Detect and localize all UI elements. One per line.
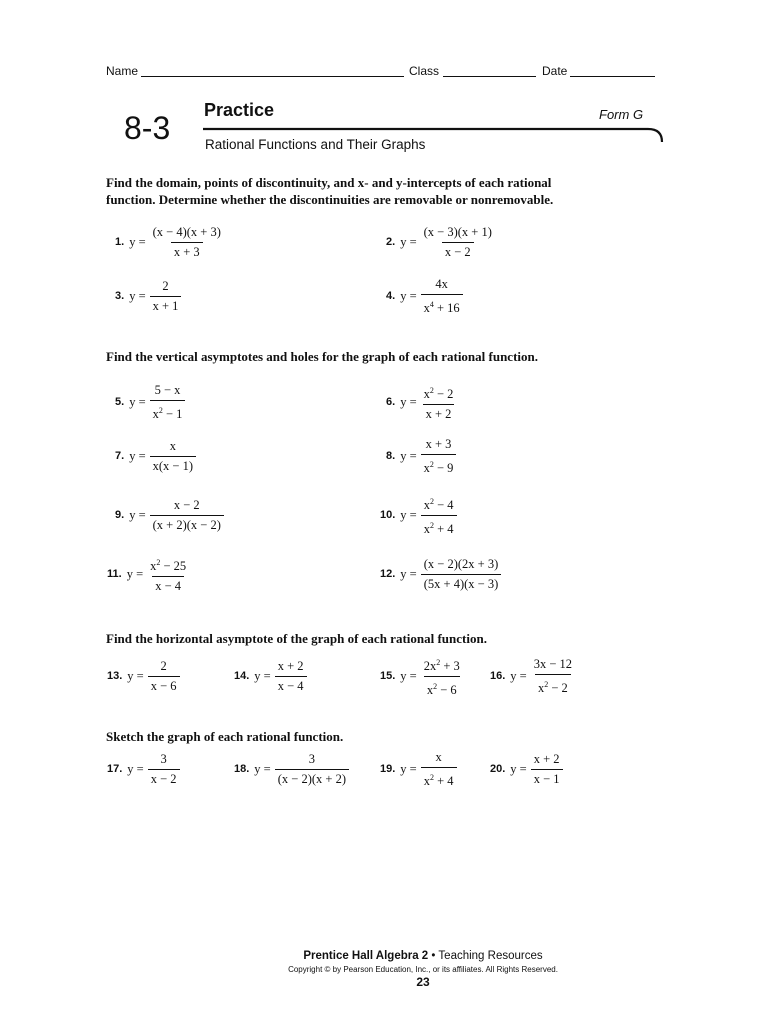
problem-4 xyxy=(386,276,463,316)
denominator-base: x xyxy=(423,300,430,315)
numerator xyxy=(147,555,189,576)
section-4-instructions xyxy=(106,728,343,745)
date-field[interactable] xyxy=(570,76,655,77)
problem-20 xyxy=(490,749,563,789)
problem-number: 16. xyxy=(490,670,506,682)
denominator-exponent: 2 xyxy=(544,679,549,689)
class-label: Class xyxy=(409,64,440,78)
denominator-base: x xyxy=(426,682,434,697)
equation-prefix: y = xyxy=(129,234,146,249)
denominator-rest: − 2 xyxy=(548,680,568,695)
equation-prefix: y = xyxy=(400,668,417,683)
denominator: (x − 2)(x + 2) xyxy=(275,769,349,787)
name-label: Name xyxy=(106,64,139,78)
name-field[interactable] xyxy=(141,76,404,77)
denominator xyxy=(421,515,457,537)
problem-2 xyxy=(386,222,495,262)
problem-17 xyxy=(107,749,180,789)
equation-prefix: y = xyxy=(400,394,417,409)
fraction xyxy=(421,494,457,537)
fraction xyxy=(275,659,307,694)
problem-13 xyxy=(107,656,180,696)
page-title: Practice xyxy=(204,100,275,120)
fraction xyxy=(421,437,457,476)
problem-number: 15. xyxy=(380,670,396,682)
problem-10 xyxy=(380,495,457,535)
fraction xyxy=(150,439,196,474)
fraction xyxy=(150,383,186,422)
denominator-rest: − 6 xyxy=(437,682,457,697)
denominator: x − 1 xyxy=(531,769,563,787)
equation-prefix: y = xyxy=(254,761,271,776)
page-subtitle: Rational Functions and Their Graphs xyxy=(205,137,426,152)
problem-number: 1. xyxy=(115,236,125,248)
numerator-rest: − 25 xyxy=(160,558,187,573)
equation-prefix: y = xyxy=(510,668,527,683)
numerator xyxy=(421,494,457,515)
numerator-base: x xyxy=(423,386,430,401)
problem-number: 20. xyxy=(490,763,506,775)
problem-5 xyxy=(115,382,185,422)
denominator-base: x xyxy=(537,680,545,695)
problem-number: 9. xyxy=(115,509,125,521)
numerator xyxy=(421,655,463,676)
numerator-exponent: 2 xyxy=(436,657,441,667)
equation-prefix: y = xyxy=(400,234,417,249)
numerator-base: x xyxy=(423,497,430,512)
problem-7 xyxy=(115,436,196,476)
problem-16 xyxy=(490,656,575,696)
denominator: (x + 2)(x − 2) xyxy=(150,515,224,533)
problem-number: 18. xyxy=(234,763,250,775)
equation-prefix: y = xyxy=(129,288,146,303)
denominator: x − 2 xyxy=(442,242,474,260)
problem-3 xyxy=(115,276,181,316)
denominator: (5x + 4)(x − 3) xyxy=(421,574,502,592)
lesson-number: 8-3 xyxy=(124,110,171,146)
problem-number: 11. xyxy=(107,568,122,580)
numerator-exponent: 2 xyxy=(156,557,161,567)
denominator-exponent: 2 xyxy=(433,681,438,691)
denominator-base: x xyxy=(423,773,430,788)
denominator: x + 1 xyxy=(150,296,182,314)
equation-prefix: y = xyxy=(129,507,146,522)
footer-bullet: • xyxy=(428,950,439,962)
numerator: 3 xyxy=(308,751,315,766)
numerator: x + 3 xyxy=(425,436,452,451)
denominator-base: x xyxy=(152,406,159,421)
problem-6 xyxy=(386,382,456,422)
problem-15 xyxy=(380,656,463,696)
denominator xyxy=(421,454,457,476)
problem-number: 6. xyxy=(386,396,396,408)
problem-18 xyxy=(234,749,349,789)
section-1-instructions xyxy=(106,174,553,208)
numerator: (x − 3)(x + 1) xyxy=(423,224,492,239)
fraction xyxy=(421,750,457,789)
numerator xyxy=(421,383,457,404)
denominator: x + 2 xyxy=(423,404,455,422)
fraction xyxy=(421,225,495,260)
numerator: 2 xyxy=(160,658,167,673)
equation-prefix: y = xyxy=(400,507,417,522)
denominator-rest: − 1 xyxy=(162,406,183,421)
denominator: x − 4 xyxy=(275,676,307,694)
numerator-rest: − 4 xyxy=(433,497,454,512)
numerator: (x − 2)(2x + 3) xyxy=(423,556,499,571)
problem-number: 17. xyxy=(107,763,123,775)
fraction xyxy=(531,657,575,696)
denominator: x(x − 1) xyxy=(150,456,196,474)
section-3-text: Find the horizontal asymptote of the graph of each rational function. xyxy=(106,631,487,646)
problem-number: 7. xyxy=(115,450,125,462)
fraction xyxy=(421,277,463,316)
denominator: x − 2 xyxy=(148,769,180,787)
numerator-base: x xyxy=(150,558,157,573)
numerator: x xyxy=(435,749,442,764)
fraction xyxy=(148,659,180,694)
denominator-exponent: 4 xyxy=(429,299,434,309)
numerator: x xyxy=(169,438,176,453)
problem-number: 5. xyxy=(115,396,125,408)
problem-number: 3. xyxy=(115,290,125,302)
section-1-line-2: function. Determine whether the discontinuities are removable or nonremovable. xyxy=(106,192,554,207)
numerator-exponent: 2 xyxy=(429,385,434,395)
denominator xyxy=(150,400,186,422)
problem-19 xyxy=(380,749,457,789)
denominator-exponent: 2 xyxy=(429,520,434,530)
equation-prefix: y = xyxy=(127,668,144,683)
denominator: x − 4 xyxy=(152,576,184,594)
equation-prefix: y = xyxy=(400,566,417,581)
section-4-text: Sketch the graph of each rational function. xyxy=(106,729,344,744)
denominator-rest: − 9 xyxy=(433,460,454,475)
footer-resource: Teaching Resources xyxy=(438,950,543,962)
problem-number: 8. xyxy=(386,450,396,462)
fraction xyxy=(531,752,563,787)
numerator: 3 xyxy=(160,751,167,766)
numerator-base: 2x xyxy=(423,658,437,673)
fraction xyxy=(150,498,224,533)
problem-number: 14. xyxy=(234,670,250,682)
denominator: x − 6 xyxy=(148,676,180,694)
form-label: Form G xyxy=(599,107,644,122)
denominator-exponent: 2 xyxy=(158,405,163,415)
problem-14 xyxy=(234,656,307,696)
problem-number: 10. xyxy=(380,509,396,521)
numerator-exponent: 2 xyxy=(429,496,434,506)
fraction xyxy=(150,225,224,260)
equation-prefix: y = xyxy=(127,761,144,776)
date-label: Date xyxy=(542,64,568,78)
numerator: x − 2 xyxy=(173,497,200,512)
denominator-base: x xyxy=(423,521,430,536)
equation-prefix: y = xyxy=(400,448,417,463)
equation-prefix: y = xyxy=(129,448,146,463)
footer-book-title: Prentice Hall Algebra 2 xyxy=(303,950,429,962)
denominator xyxy=(535,674,571,696)
equation-prefix: y = xyxy=(254,668,271,683)
denominator-exponent: 2 xyxy=(429,772,434,782)
fraction xyxy=(148,752,180,787)
denominator-exponent: 2 xyxy=(429,459,434,469)
problem-1 xyxy=(115,222,224,262)
problem-number: 12. xyxy=(380,568,396,580)
section-2-text: Find the vertical asymptotes and holes for the graph of each rational function. xyxy=(106,349,538,364)
fraction xyxy=(147,555,189,594)
equation-prefix: y = xyxy=(126,566,144,581)
fraction xyxy=(275,752,349,787)
fraction xyxy=(421,655,463,698)
numerator-rest: − 2 xyxy=(433,386,454,401)
denominator-rest: + 4 xyxy=(433,773,454,788)
numerator: 3x − 12 xyxy=(533,656,573,671)
denominator xyxy=(421,767,457,789)
numerator: (x − 4)(x + 3) xyxy=(152,224,221,239)
denominator-rest: + 4 xyxy=(433,521,454,536)
problem-12 xyxy=(380,554,501,594)
numerator: 4x xyxy=(435,276,448,291)
section-1-line-1: Find the domain, points of discontinuity, and x- and y-intercepts of each rational xyxy=(106,175,552,190)
problem-number: 2. xyxy=(386,236,396,248)
page-number: 23 xyxy=(416,975,430,989)
numerator: 5 − x xyxy=(154,382,181,397)
fraction xyxy=(421,383,457,422)
fraction xyxy=(150,279,182,314)
equation-prefix: y = xyxy=(400,761,417,776)
problem-8 xyxy=(386,436,456,476)
problem-number: 4. xyxy=(386,290,396,302)
section-2-instructions xyxy=(106,348,538,365)
equation-prefix: y = xyxy=(400,288,417,303)
section-3-instructions xyxy=(106,630,487,647)
numerator-rest: + 3 xyxy=(440,658,460,673)
problem-9 xyxy=(115,495,224,535)
problem-number: 13. xyxy=(107,670,123,682)
numerator: x + 2 xyxy=(277,658,304,673)
denominator-base: x xyxy=(423,460,430,475)
problem-11 xyxy=(107,554,189,594)
denominator xyxy=(424,676,460,698)
denominator: x + 3 xyxy=(171,242,203,260)
footer-copyright: Copyright © by Pearson Education, Inc., or its affiliates. All Rights Reserved. xyxy=(288,965,558,974)
equation-prefix: y = xyxy=(129,394,146,409)
footer-credit xyxy=(0,950,768,962)
equation-prefix: y = xyxy=(510,761,527,776)
fraction xyxy=(421,557,502,592)
class-field[interactable] xyxy=(443,76,536,77)
denominator xyxy=(421,294,463,316)
numerator: 2 xyxy=(162,278,169,293)
numerator: x + 2 xyxy=(533,751,560,766)
problem-number: 19. xyxy=(380,763,396,775)
denominator-rest: + 16 xyxy=(433,300,460,315)
